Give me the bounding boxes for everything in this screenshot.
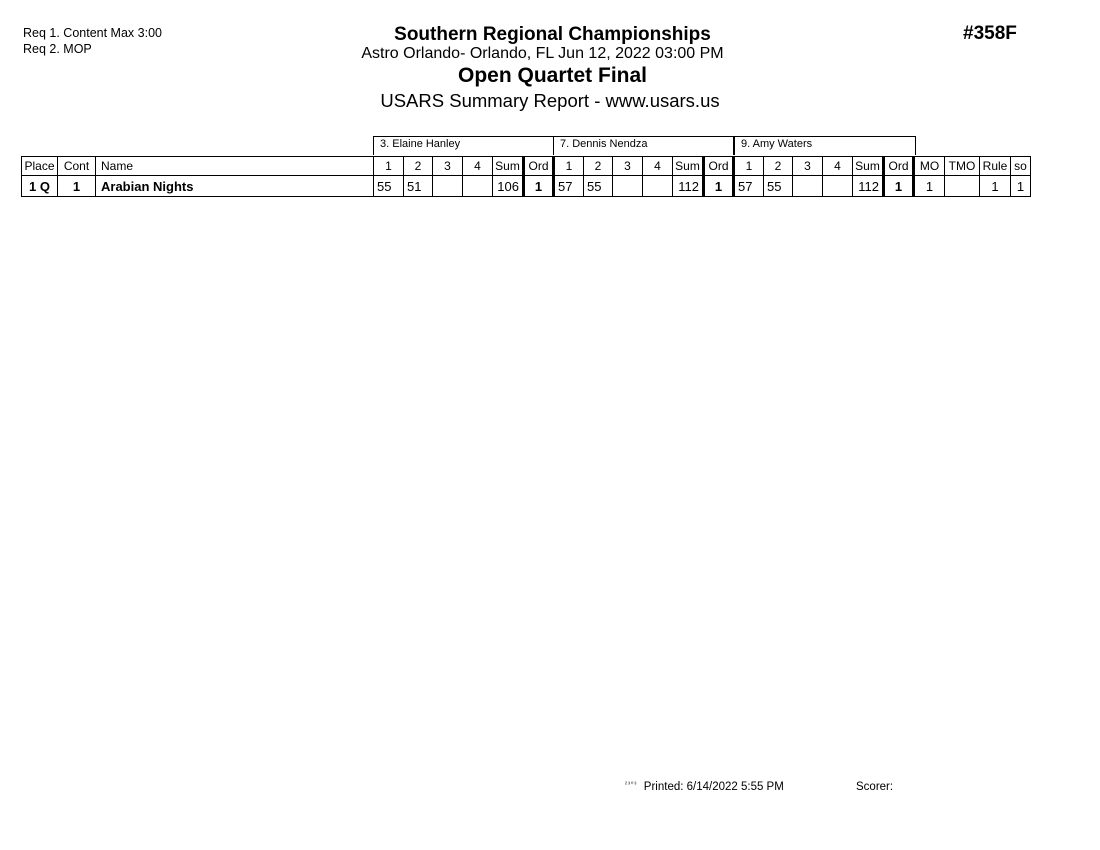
col-j1-mark3: 3 bbox=[433, 157, 463, 176]
col-j2-mark4: 4 bbox=[643, 157, 673, 176]
event-number: #358F bbox=[963, 23, 1017, 44]
j1-ord-cell: 1 bbox=[524, 176, 554, 197]
judge-1-header: 3. Elaine Hanley bbox=[373, 136, 554, 155]
col-j2-ord: Ord bbox=[704, 157, 734, 176]
col-so: so bbox=[1011, 157, 1031, 176]
judge-3-header: 9. Amy Waters bbox=[734, 136, 916, 155]
col-j1-sum: Sum bbox=[493, 157, 524, 176]
col-tmo: TMO bbox=[945, 157, 980, 176]
scorer-label: Scorer: bbox=[856, 781, 894, 793]
venue-date: Astro Orlando- Orlando, FL Jun 12, 2022 03:00 PM bbox=[361, 45, 724, 62]
requirement-2: Req 2. MOP bbox=[23, 42, 92, 56]
col-j1-mark1: 1 bbox=[374, 157, 404, 176]
col-place: Place bbox=[22, 157, 58, 176]
tmo-cell bbox=[945, 176, 980, 197]
col-cont: Cont bbox=[58, 157, 96, 176]
mo-cell: 1 bbox=[914, 176, 945, 197]
j2-mark1-cell: 57 bbox=[554, 176, 584, 197]
so-cell: 1 bbox=[1011, 176, 1031, 197]
col-j3-mark3: 3 bbox=[793, 157, 823, 176]
col-j3-mark4: 4 bbox=[823, 157, 853, 176]
col-j2-mark1: 1 bbox=[554, 157, 584, 176]
col-j3-ord: Ord bbox=[884, 157, 914, 176]
results-table bbox=[21, 156, 1031, 197]
col-j2-mark2: 2 bbox=[584, 157, 613, 176]
col-j3-mark2: 2 bbox=[764, 157, 793, 176]
col-j3-mark1: 1 bbox=[734, 157, 764, 176]
j3-sum-cell: 112 bbox=[853, 176, 884, 197]
j2-sum-cell: 112 bbox=[673, 176, 704, 197]
j2-mark3-cell bbox=[613, 176, 643, 197]
j3-ord-cell: 1 bbox=[884, 176, 914, 197]
j1-sum-cell: 106 bbox=[493, 176, 524, 197]
table-row bbox=[22, 176, 1031, 197]
rule-cell: 1 bbox=[980, 176, 1011, 197]
col-j2-mark3: 3 bbox=[613, 157, 643, 176]
j3-mark2-cell: 55 bbox=[764, 176, 793, 197]
printed-timestamp: Printed: 6/14/2022 5:55 PM bbox=[643, 781, 784, 793]
col-j1-mark2: 2 bbox=[404, 157, 433, 176]
report-title: USARS Summary Report - www.usars.us bbox=[380, 90, 720, 111]
print-info bbox=[625, 781, 784, 793]
column-header-row bbox=[22, 157, 1031, 176]
col-j1-mark4: 4 bbox=[463, 157, 493, 176]
col-j3-sum: Sum bbox=[853, 157, 884, 176]
col-mo: MO bbox=[914, 157, 945, 176]
requirement-1: Req 1. Content Max 3:00 bbox=[23, 26, 162, 40]
j3-mark4-cell bbox=[823, 176, 853, 197]
j1-mark2-cell: 51 bbox=[404, 176, 433, 197]
j1-mark1-cell: 55 bbox=[374, 176, 404, 197]
j2-mark2-cell: 55 bbox=[584, 176, 613, 197]
col-j2-sum: Sum bbox=[673, 157, 704, 176]
competition-title: Southern Regional Championships bbox=[394, 24, 711, 45]
team-name-cell: Arabian Nights bbox=[96, 176, 374, 197]
j1-mark3-cell bbox=[433, 176, 463, 197]
j3-mark3-cell bbox=[793, 176, 823, 197]
col-j1-ord: Ord bbox=[524, 157, 554, 176]
place-cell: 1 Q bbox=[22, 176, 58, 197]
event-title: Open Quartet Final bbox=[457, 64, 648, 87]
j2-mark4-cell bbox=[643, 176, 673, 197]
judge-2-header: 7. Dennis Nendza bbox=[553, 136, 734, 155]
j3-mark1-cell: 57 bbox=[734, 176, 764, 197]
print-code: ²³⁰³ bbox=[625, 782, 638, 788]
col-rule: Rule bbox=[980, 157, 1011, 176]
j1-mark4-cell bbox=[463, 176, 493, 197]
col-name: Name bbox=[96, 157, 374, 176]
j2-ord-cell: 1 bbox=[704, 176, 734, 197]
contestant-number-cell: 1 bbox=[58, 176, 96, 197]
